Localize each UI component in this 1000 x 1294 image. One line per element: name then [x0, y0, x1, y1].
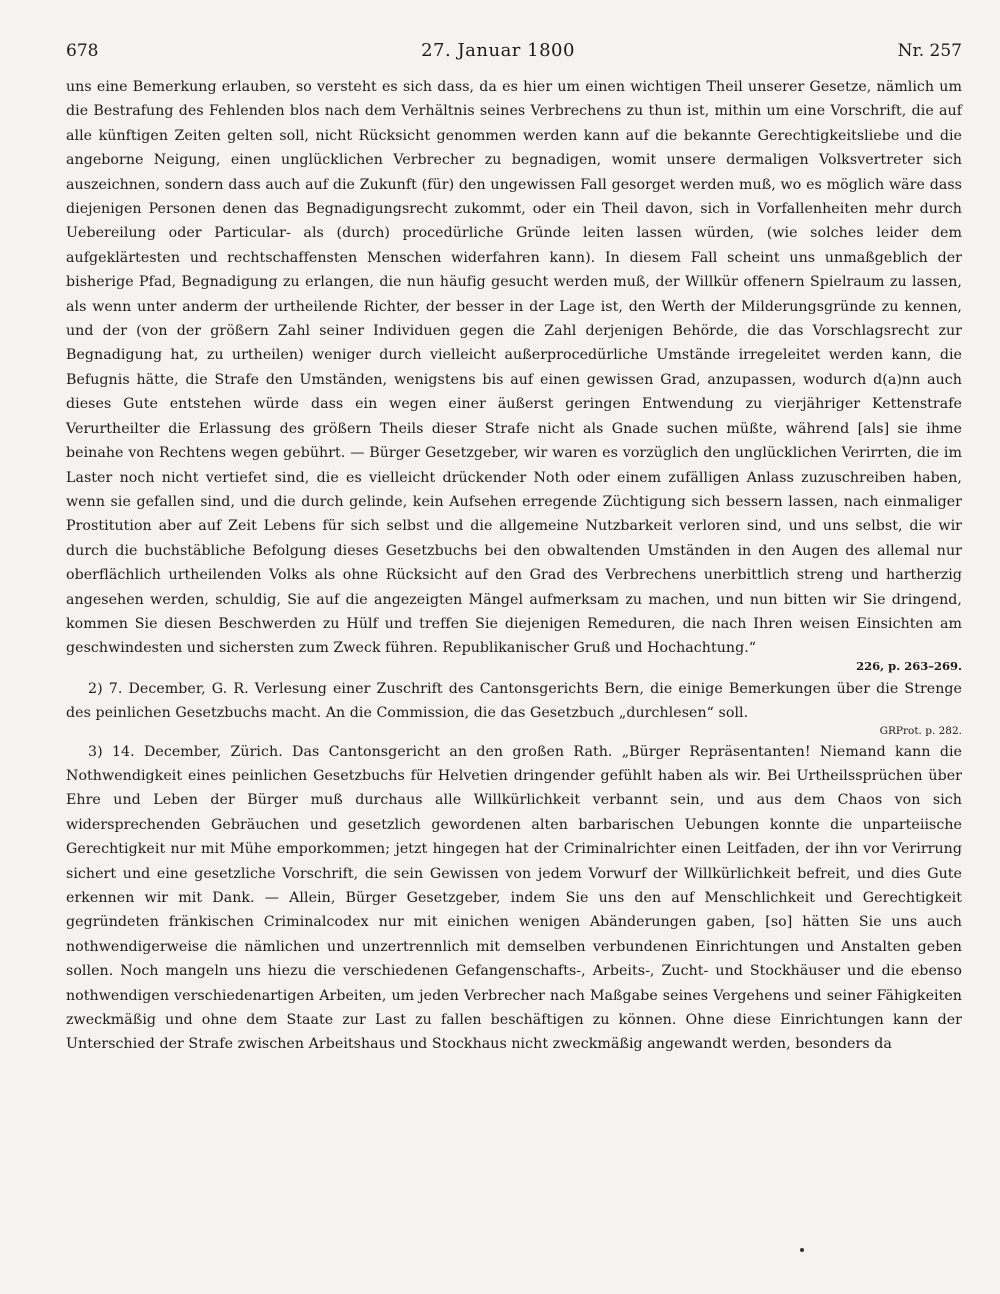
paragraph-3: 3) 14. December, Zürich. Das Cantonsgericht an den großen Rath. „Bürger Repräsentanten! Niemand kann die Nothwendigkeit eines peinlichen Gesetzbuchs für Helvetien dringender gefühlt haben als wir. Bei Urtheilssprüchen über Ehre und Leben der Bürger muß durchaus alle Willkürlichkeit verbannt sein, und aus dem Chaos von sich widersprechenden Gebräuchen und gesetzlich gewordenen alten barbarischen Uebungen konnte die unparteiische Gerechtigkeit nur mit Mühe emporkommen; jetzt hingegen hat der Criminalrichter einen Leitfaden, der ihn vor Verirrung sichert und eine gesetzliche Vorschrift, die sein Gewissen von jedem Vorwurf der Willkürlichkeit befreit, und dies Gute erkennen wir mit Dank. — Allein, Bürger Gesetzgeber, indem Sie uns den auf Menschlichkeit und Gerechtigkeit gegründeten fränkischen Criminalcodex nur mit einichen wenigen Abänderungen gaben, [so] hätten Sie uns auch nothwendigerweise die nämlichen und unzertrennlich mit demselben verbundenen Einrichtungen und Anstalten geben sollen. Noch mangeln uns hiezu die verschiedenen Gefangenschafts-, Arbeits-, Zucht- und Stockhäuser und die ebenso nothwendigen verschiedenartigen Arbeiten, um jeden Verbrecher nach Maßgabe seines Vergehens und seiner Fähigkeiten zweckmäßig und ohne dem Staate zur Last zu fallen beschäftigen zu können. Ohne diese Einrichtungen kann der Unterschied der Strafe zwischen Arbeitshaus und Stockhaus nicht zweckmäßig angewandt werden, besonders da	[66, 743, 962, 1053]
paragraph-1: uns eine Bemerkung erlauben, so versteht es sich dass, da es hier um einen wichtigen Theil unserer Gesetze, nämlich um die Bestrafung des Fehlenden blos nach dem Verhältnis seines Verbrechens zu thun ist, mithin um eine Vorschrift, die auf alle künftigen Zeiten gelten soll, nicht Rücksicht genommen werden kann auf die bekannte Gerechtigkeitsliebe und die angeborne Neigung, einen unglücklichen Verbrecher zu begnadigen, womit unsere dermaligen Volksvertreter sich auszeichnen, sondern dass auch auf die Zukunft (für) den ungewissen Fall gesorget werden muß, wo es möglich wäre dass diejenigen Personen denen das Begnadigungsrecht zukommt, oder ein Theil davon, sich in Vorfallenheiten mehr durch Uebereilung oder Particular- als (durch) procedürliche Gründe leiten lassen würden, (wie solches leider dem aufgeklärtesten und rechtschaffensten Menschen widerfahren kann). In diesem Fall scheint uns unmaßgeblich der bisherige Pfad, Begnadigung zu erlangen, die nun häufig gesucht werden muß, der Willkür offenern Spielraum zu lassen, als wenn unter anderm der urtheilende Richter, der besser in der Lage ist, den Werth der Milderungsgründe zu kennen, und der (von der größern Zahl seiner Individuen gegen die Zahl derjenigen Behörde, die das Vorschlagsrecht zur Begnadigung hat, zu urtheilen) weniger durch vielleicht außerprocedürliche Umstände irregeleitet werden kann, die Befugnis hätte, die Strafe den Umständen, wenigstens bis auf einen gewissen Grad, anzupassen, wodurch d(a)nn auch dieses Gute entstehen würde dass ein wegen einer äußerst geringen Entwendung zu vierjähriger Kettenstrafe Verurtheilter die Erlassung des größern Theils dieser Strafe nicht als Gnade suchen müßte, während [als] sie ihme beinahe von Rechtens wegen gebührt. — Bürger Gesetzgeber, wir waren es vorzüglich den unglücklichen Verirrten, die im Laster noch nicht vertiefet sind, die es vielleicht drückender Noth oder einem zufälligen Anlass zuzuschreiben haben, wenn sie gefallen sind, und die durch gelinde, kein Aufsehen erregende Züchtigung sich bessern lassen, nach einmaliger Prostitution aber auf Zeit Lebens für sich selbst und die allgemeine Nutzbarkeit verloren sind, und uns selbst, die wir durch die buchstäbliche Befolgung dieses Gesetzbuchs bei den obwaltenden Umständen in den Augen des allemal nur oberflächlich urtheilenden Volks als ohne Rücksicht auf den Grad des Verbrechens unerbittlich streng und hartherzig angesehen werden, schuldig, Sie auf die angezeigten Mängel aufmerksam zu machen, und nun bitten wir Sie dringend, kommen Sie diesen Beschwerden zu Hülf und treffen Sie diejenigen Remeduren, die nach Ihren weisen Einsichten am geschwindesten und sichersten zum Zweck führen. Republikanischer Gruß und Hochachtung.“	[66, 79, 962, 657]
reference-2: GRProt. p. 282.	[879, 724, 962, 737]
page-number: 678	[66, 41, 99, 61]
document-number: Nr. 257	[897, 41, 962, 61]
ink-dot	[800, 1248, 804, 1252]
paragraph-2: 2) 7. December, G. R. Verlesung einer Zuschrift des Cantonsgerichts Bern, die einige Bemerkungen über die Strenge des peinlichen Gesetzbuchs macht. An die Commission, die das Gesetzbuch „durchlesen“ soll.	[66, 680, 962, 722]
page-header	[66, 40, 962, 61]
header-date: 27. Januar 1800	[421, 40, 575, 61]
reference-1: 226, p. 263–269.	[856, 658, 962, 673]
